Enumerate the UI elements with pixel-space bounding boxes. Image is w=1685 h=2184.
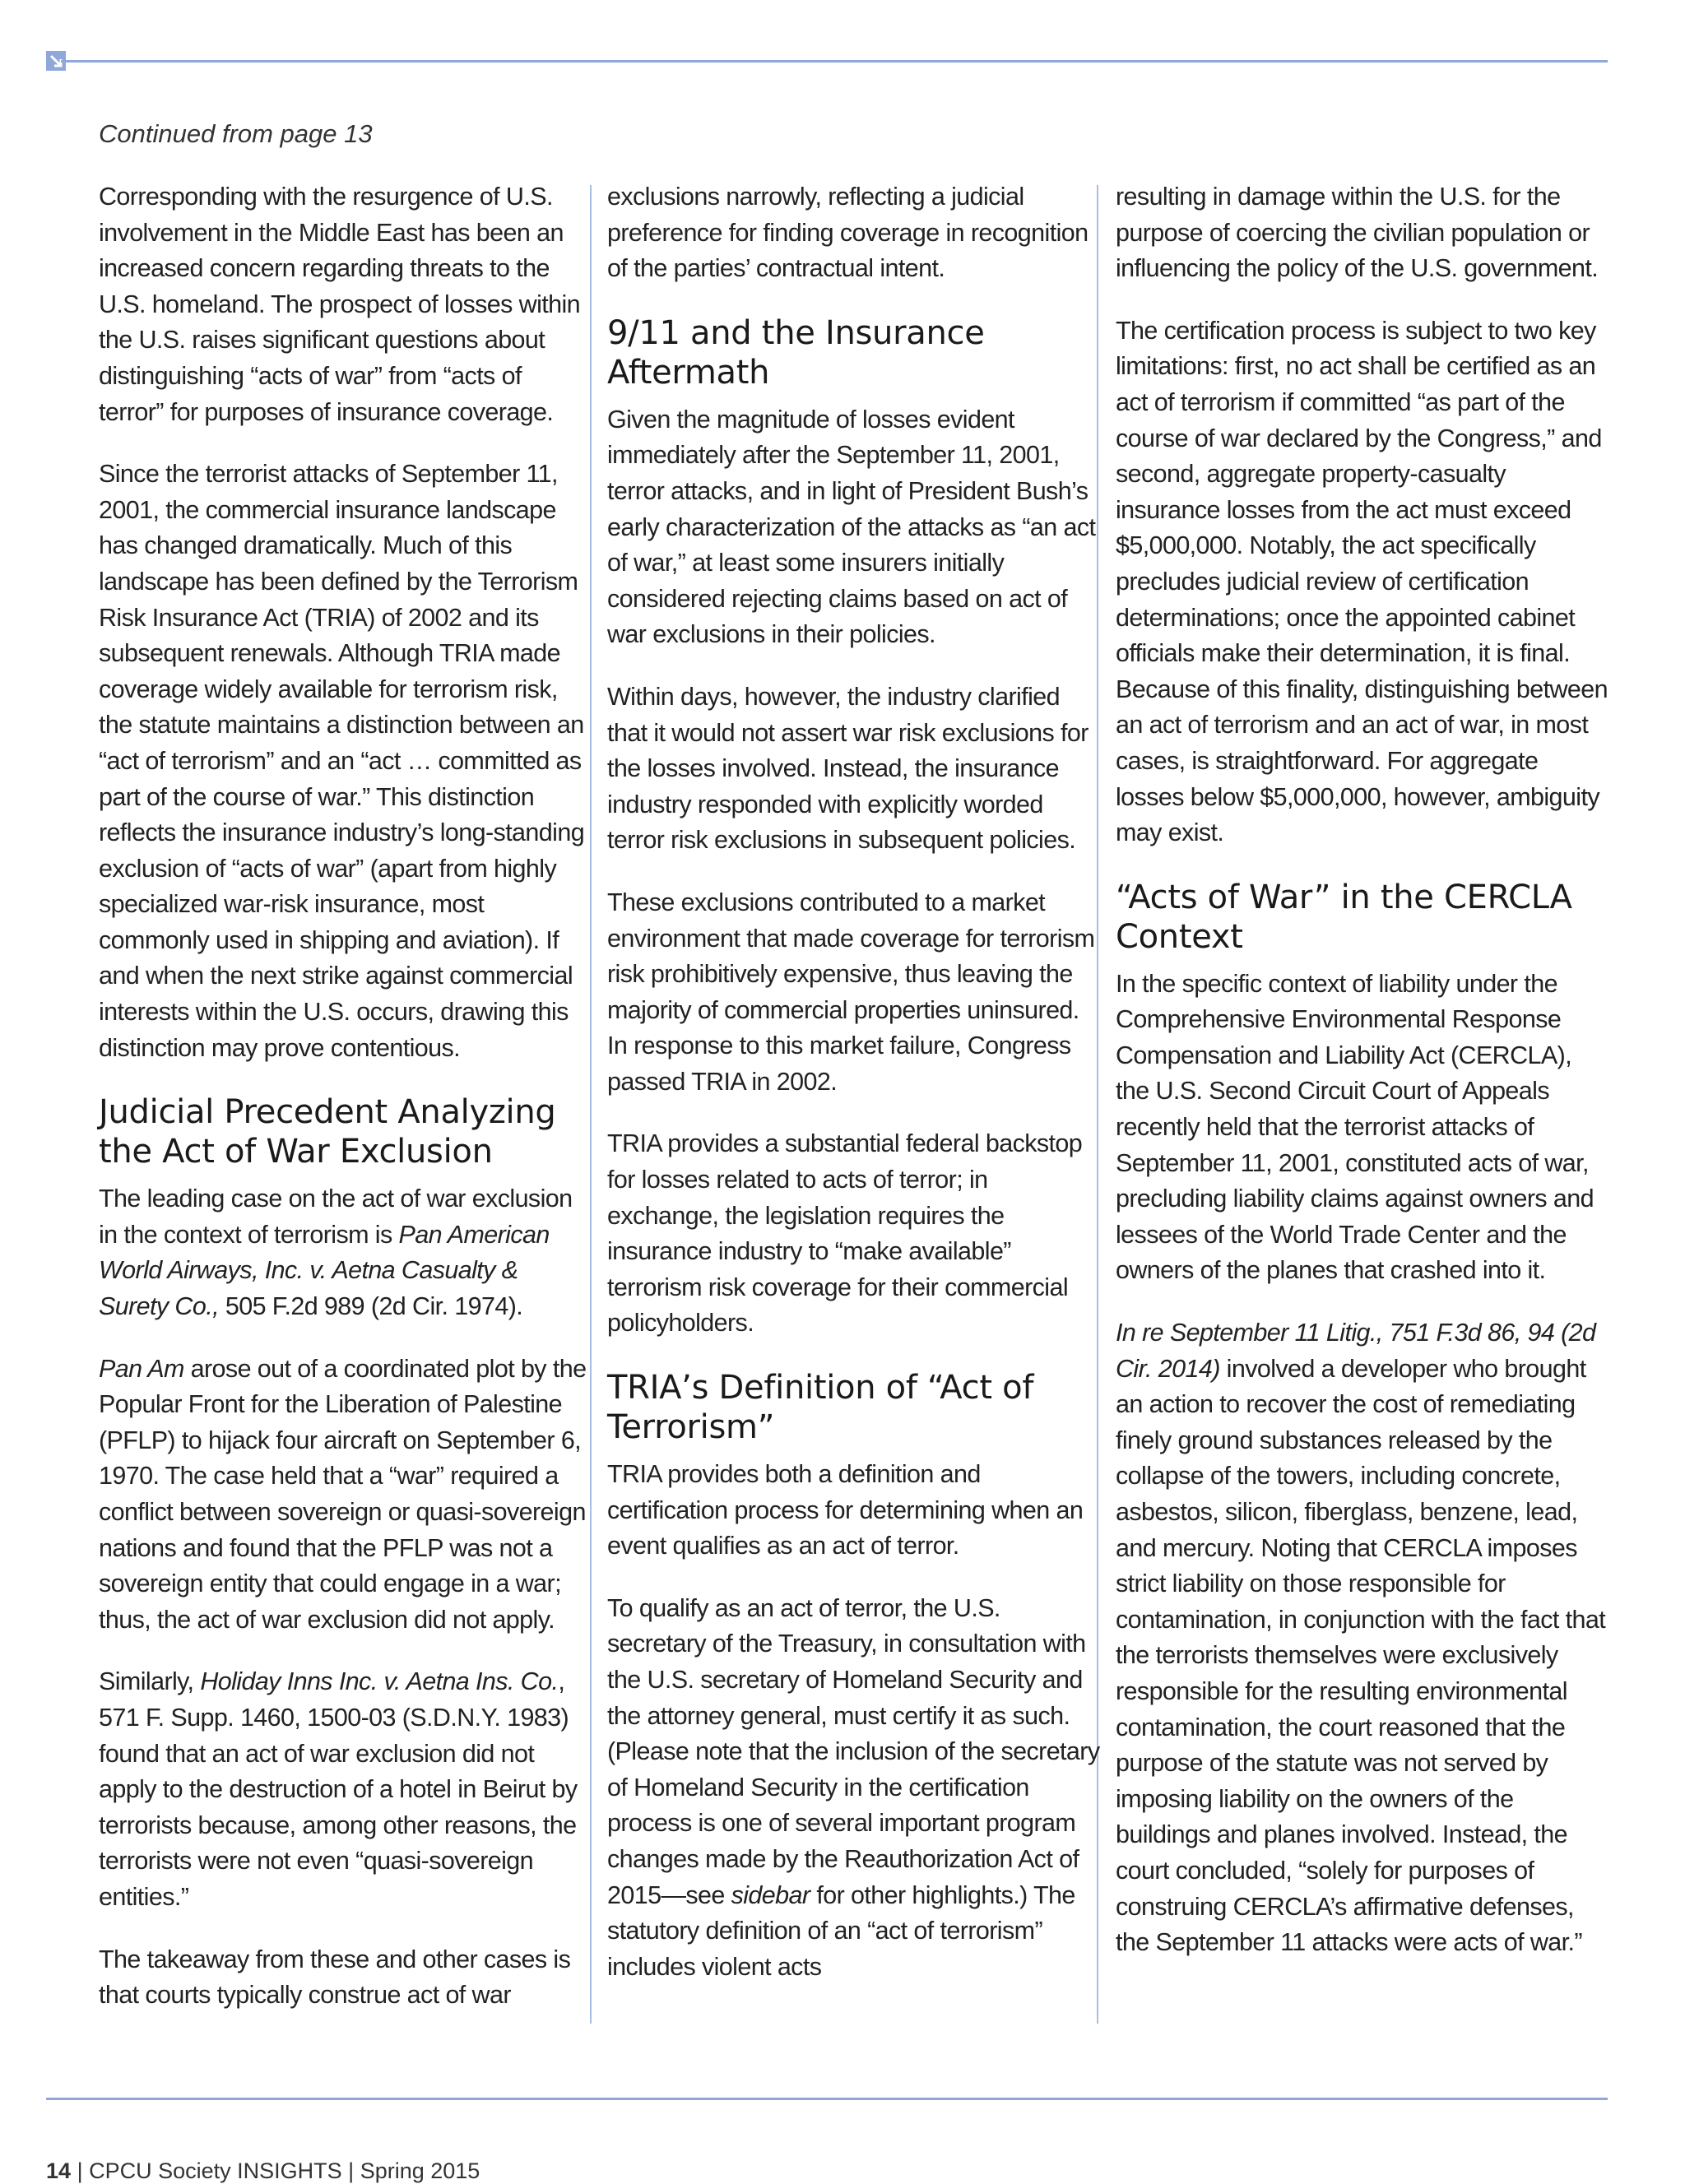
paragraph: Similarly, Holiday Inns Inc. v. Aetna Ins. Co., 571 F. Supp. 1460, 1500-03 (S.D.N.Y. 1983) found that an act of war exclusion did not apply to the destruction of a hotel in Beirut by terrorists because, among other reasons, the terrorists were not even “quasi-sovereign entities.” <box>99 1667 578 1911</box>
case-citation: Holiday Inns Inc. v. Aetna Ins. Co. <box>200 1667 559 1696</box>
case-citation: Pan Am <box>99 1354 184 1383</box>
issue-date: Spring 2015 <box>360 2158 480 2183</box>
paragraph: To qualify as an act of terror, the U.S. secretary of the Treasury, in consultation with the U.S. secretary of Homeland Security and the attorney general, must certify it as such. (Please note that the inclusion of the secretary of Homeland Security in the certification process is one of several important program changes made by the Reauthorization Act of 2015—see sidebar for other highlights.) The statutory definition of an “act of terrorism” includes violent acts <box>607 1593 1100 1981</box>
paragraph: TRIA provides a substantial federal backstop for losses related to acts of terror; in exchange, the legislation requires the insurance industry to “make available” terrorism risk coverage for their commercial policyholders. <box>607 1129 1083 1338</box>
footer-separator: | <box>77 2158 83 2183</box>
case-citation: In re September 11 Litig., 751 F.3d 86, 94 (2d Cir. 2014) <box>1116 1319 1596 1383</box>
bottom-rule <box>46 2098 1608 2100</box>
page-footer <box>46 2158 480 2184</box>
publication-name: CPCU Society INSIGHTS <box>89 2158 342 2183</box>
paragraph: These exclusions contributed to a market environment that made coverage for terrorism risk prohibitively expensive, thus leaving the majority of commercial properties uninsured. In response to this market failure, Congress passed TRIA in 2002. <box>607 888 1095 1096</box>
column-3 <box>1116 179 1609 1987</box>
section-heading: Judicial Precedent Analyzing the Act of War Exclusion <box>99 1093 556 1171</box>
paragraph: Pan Am arose out of a coordinated plot by the Popular Front for the Liberation of Palestine (PFLP) to hijack four aircraft on September 6, 1970. The case held that a “war” required a conflict between sovereign or quasi-sovereign nations and found that the PFLP was not a sovereign entity that could engage in a war; thus, the act of war exclusion did not apply. <box>99 1354 587 1634</box>
paragraph: Within days, however, the industry clarified that it would not assert war risk exclusions for the losses involved. Instead, the insurance industry responded with explicitly worded terror risk exclusions in subsequent policies. <box>607 682 1089 855</box>
paragraph: exclusions narrowly, reflecting a judicial preference for finding coverage in recognition of the parties’ contractual intent. <box>607 183 1089 283</box>
paragraph: resulting in damage within the U.S. for the purpose of coercing the civilian population or influencing the policy of the U.S. government. <box>1116 183 1599 283</box>
section-heading: 9/11 and the Insurance Aftermath <box>607 313 985 392</box>
column-1 <box>99 179 592 2040</box>
column-2 <box>607 179 1101 2011</box>
top-rule <box>61 60 1608 63</box>
section-heading: “Acts of War” in the CERCLA Context <box>1116 878 1572 956</box>
paragraph: The leading case on the act of war exclusion in the context of terrorism is Pan American World Airways, Inc. v. Aetna Casualty & Surety Co., 505 F.2d 989 (2d Cir. 1974). <box>99 1185 573 1321</box>
paragraph: The takeaway from these and other cases is that courts typically construe act of war <box>99 1945 571 2010</box>
paragraph: Since the terrorist attacks of September 11, 2001, the commercial insurance landscape has changed dramatically. Much of this landscape has been defined by the Terrorism Risk Insurance Act (TRIA) of 2002 and its subsequent renewals. Although TRIA made coverage widely available for terrorism risk, the statute maintains a distinction between an “act of terrorism” and an “act … committed as part of the course of war.” This distinction reflects the insurance industry’s long-standing exclusion of “acts of war” (apart from highly specialized war-risk insurance, most commonly used in shipping and aviation). If and when the next strike against commercial interests within the U.S. occurs, drawing this distinction may prove contentious. <box>99 460 585 1062</box>
paragraph: In the specific context of liability under the Comprehensive Environmental Response Compensation and Liability Act (CERCLA), the U.S. Second Circuit Court of Appeals recently held that the terrorist attacks of September 11, 2001, constituted acts of war, precluding liability claims against owners and lessees of the World Trade Center and the owners of the planes that crashed into it. <box>1116 969 1594 1285</box>
page-number: 14 <box>46 2158 72 2183</box>
paragraph: TRIA provides both a definition and certification process for determining when an event qualifies as an act of terror. <box>607 1460 1084 1560</box>
sidebar-reference: sidebar <box>731 1880 810 1909</box>
continued-note: Continued from page 13 <box>99 119 373 148</box>
case-citation: Pan American World Airways, Inc. v. Aetna Casualty & Surety Co., <box>99 1220 550 1321</box>
paragraph: In re September 11 Litig., 751 F.3d 86, 94 (2d Cir. 2014) involved a developer who brought an action to recover the cost of remediating finely ground substances released by the collapse of the towers, including concrete, asbestos, silicon, fiberglass, benzene, lead, and mercury. Noting that CERCLA imposes strict liability on those responsible for contamination, in conjunction with the fact that the terrorists themselves were exclusively responsible for the resulting environmental contamination, the court reasoned that the purpose of the statute was not served by imposing liability on the owners of the buildings and planes involved. Instead, the court concluded, “solely for purposes of construing CERCLA’s affirmative defenses, the September 11 attacks were acts of war.” <box>1116 1319 1606 1957</box>
footer-separator: | <box>348 2158 355 2183</box>
section-heading: TRIA’s Definition of “Act of Terrorism” <box>607 1369 1034 1447</box>
paragraph: Corresponding with the resurgence of U.S. involvement in the Middle East has been an increased concern regarding threats to the U.S. homeland. The prospect of losses within the U.S. raises significant questions about distinguishing “acts of war” from “acts of terror” for purposes of insurance coverage. <box>99 183 581 426</box>
paragraph: Given the magnitude of losses evident immediately after the September 11, 2001, terror attacks, and in light of President Bush’s early characterization of the attacks as “an act of war,” at least some insurers initially considered rejecting claims based on act of war exclusions in their policies. <box>607 405 1096 649</box>
paragraph: The certification process is subject to two key limitations: first, no act shall be certified as an act of terrorism if committed “as part of the course of war declared by the Congress,” and second, aggregate property-casualty insurance losses from the act must exceed $5,000,000. Notably, the act specifically precludes judicial review of certification determinations; once the appointed cabinet officials make their determination, it is final. Because of this finality, distinguishing between an act of terrorism and an act of war, in most cases, is straightforward. For aggregate losses below $5,000,000, however, ambiguity may exist. <box>1116 316 1608 847</box>
